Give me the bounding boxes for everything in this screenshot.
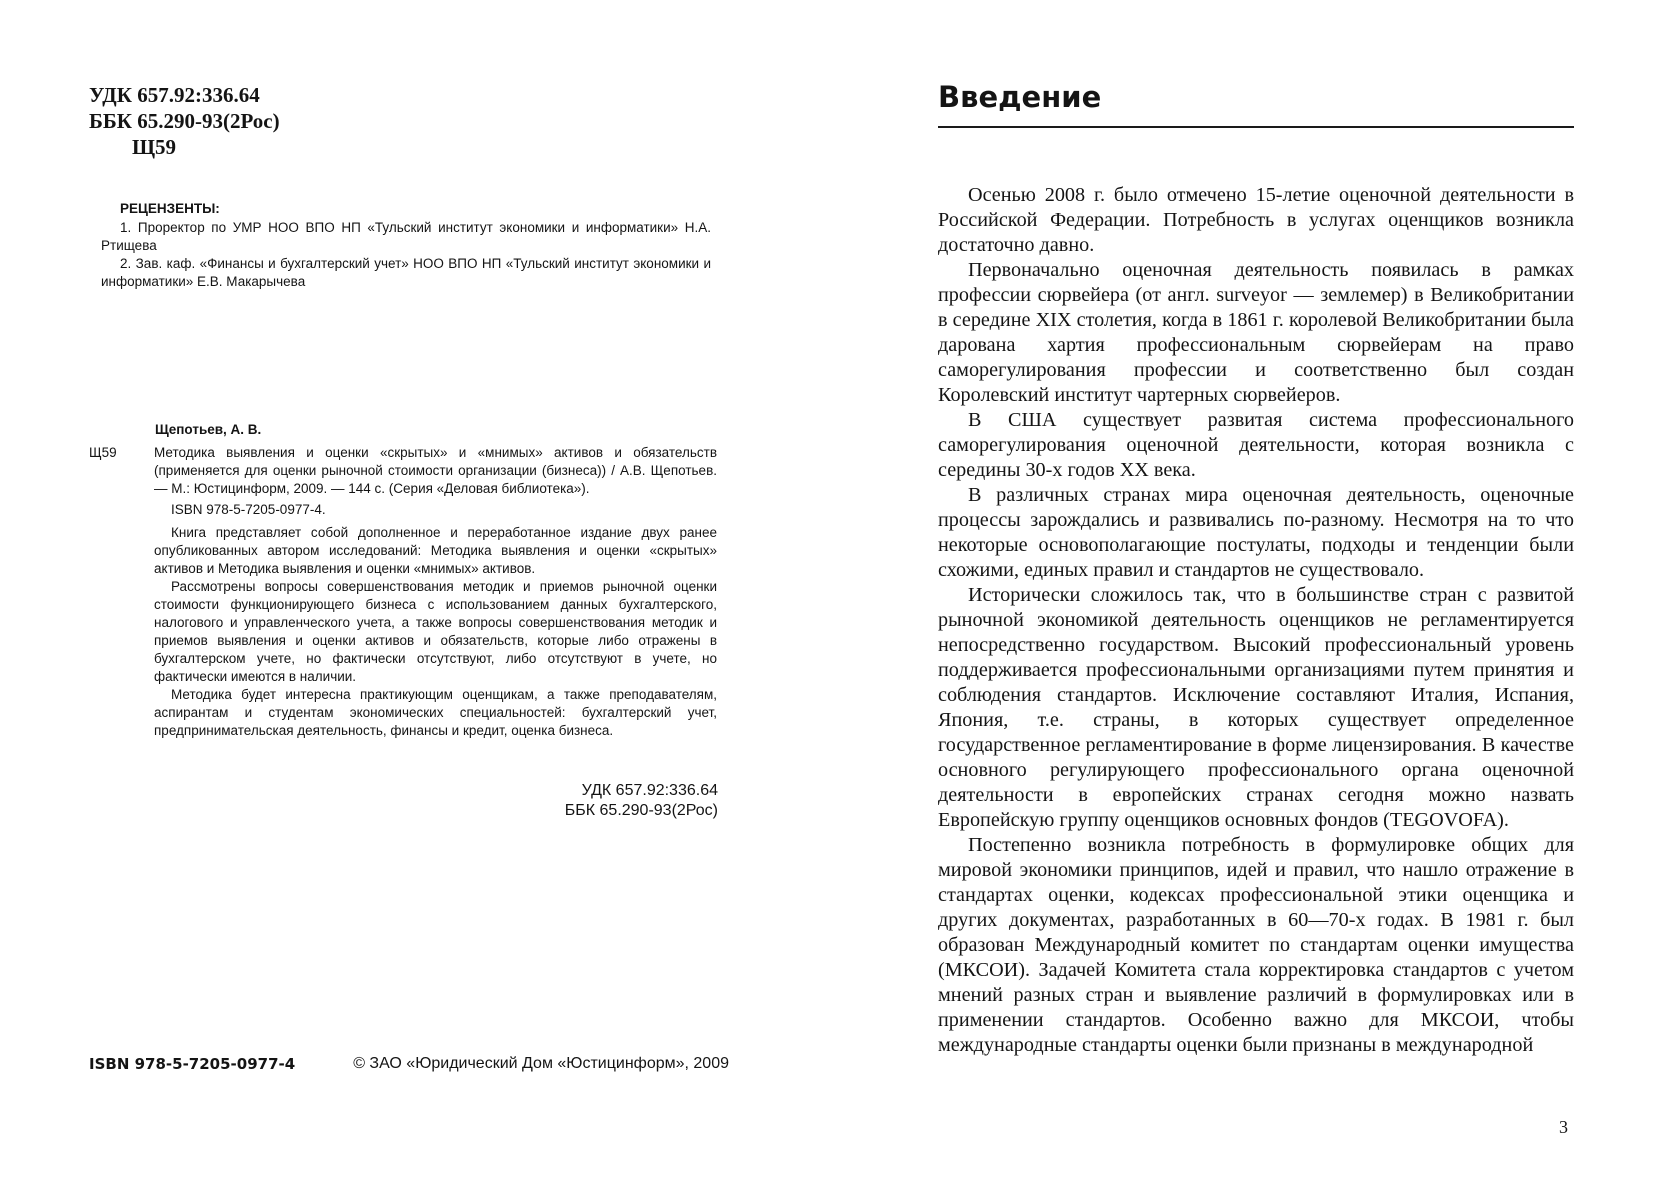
reviewers-block [101,200,711,291]
body-paragraph: Исторически сложилось так, что в большинстве стран с развитой рыночной экономикой деятельность оценщиков не регламентируется непосредственно государством. Высокий профессиональный уровень поддерживается профессиональными организациями путем принятия и соблюдения стандартов. Исключение составляют Италия, Испания, Япония, т.е. страны, в которых существует определенное государственное регламентирование в форме лицензирования. В качестве основного регулирующего профессионального органа оценочной деятельности в европейских странах сегодня можно назвать Европейскую группу оценщиков основных фондов (TEGOVOFA). [938,584,1574,831]
bbk-code-right: ББК 65.290-93(2Рос) [564,802,718,819]
biblio-row [89,444,717,498]
footer-isbn: ISBN 978-5-7205-0977-4 [89,1055,296,1073]
biblio-isbn: ISBN 978-5-7205-0977-4. [171,502,326,517]
chapter-title: Введение [938,80,1102,114]
body-paragraph: В США существует развитая система профессионального саморегулирования оценочной деятельности, которая возникла с середины 30-х годов XX века. [938,409,1574,481]
chapter-body [938,183,1574,1058]
reviewer-item: 2. Зав. каф. «Финансы и бухгалтерский учет» НОО ВПО НП «Тульский институт экономики и информатики» Е.В. Макарычева [101,256,711,289]
body-paragraph: Осенью 2008 г. было отмечено 15-летие оценочной деятельности в Российской Федерации. Потребность в услугах оценщиков возникла достаточно давно. [938,184,1574,256]
annotation-paragraph: Рассмотрены вопросы совершенствования методик и приемов рыночной оценки стоимости функционирующего бизнеса с использованием данных бухгалтерского, налогового и управленческого учета, а также вопросы совершенствования методик и приемов выявления и оценки активов и обязательств, которые либо отражены в бухгалтерском учете, но фактически отсутствуют, либо отсутствуют в учете, но фактически имеются в наличии. [154,579,717,684]
copyright-notice: © ЗАО «Юридический Дом «Юстицинформ», 2009 [353,1055,729,1072]
body-paragraph: Постепенно возникла потребность в формулировке общих для мировой экономики принципов, идей и правил, что нашло отражение в стандартах оценки, кодексах профессиональной этики оценщика и других документах, разработанных в 60—70-х годах. В 1981 г. был образован Международный комитет по стандартам оценки имущества (МКСОИ). Задачей Комитета стала корректировка стандартов с учетом мнений разных стран и выявление различий в формулировках или в применении стандартов. Особенно важно для МКСОИ, чтобы международные стандарты оценки были признаны в международной [938,834,1574,1056]
body-paragraph: В различных странах мира оценочная деятельность, оценочные процессы зарождались и развивались по-разному. Несмотря на то что некоторые основополагающие постулаты, подходы и тенденции были схожими, единых правил и стандартов не существовало. [938,484,1574,581]
bibliographic-record [89,421,717,740]
annotation [89,524,717,740]
classification-block [89,82,280,160]
biblio-code: Щ59 [89,445,117,460]
udc-code: УДК 657.92:336.64 [89,83,260,107]
author-name: Щепотьев, А. В. [155,422,262,437]
annotation-paragraph: Книга представляет собой дополненное и переработанное издание двух ранее опубликованных автором исследований: Методика выявления и оценки «скрытых» активов и Методика выявления и оценки «мнимых» активов. [154,525,717,576]
right-page [827,0,1654,1199]
imprint-footer [89,1054,729,1074]
classification-codes-right [480,781,718,821]
annotation-paragraph: Методика будет интересна практикующим оценщикам, а также преподавателям, аспирантам и студентам экономических специальностей: бухгалтерский учет, предпринимательская деятельность, финансы и кредит, оценка бизнеса. [154,687,717,738]
title-rule [938,126,1574,128]
cutter-code: Щ59 [132,135,177,159]
bbk-code: ББК 65.290-93(2Рос) [89,109,280,133]
body-paragraph: Первоначально оценочная деятельность появилась в рамках профессии сюрвейера (от англ. surveyor — землемер) в Великобритании в середине XIX столетия, когда в 1861 г. королевой Великобритании была дарована хартия профессиональным сюрвейерам на право саморегулирования профессии и соответственно был создан Королевский институт чартерных сюрвейеров. [938,259,1574,406]
biblio-description: Методика выявления и оценки «скрытых» и «мнимых» активов и обязательств (применяется для оценки рыночной стоимости организации (бизнеса)) / А.В. Щепотьев. — М.: Юстицинформ, 2009. — 144 с. (Серия «Деловая библиотека»). [154,445,717,496]
udc-code-right: УДК 657.92:336.64 [581,782,718,799]
reviewer-item: 1. Проректор по УМР НОО ВПО НП «Тульский институт экономики и информатики» Н.А. Ртищева [101,220,711,253]
page-number: 3 [1559,1117,1568,1137]
reviewers-heading: РЕЦЕНЗЕНТЫ: [120,201,220,216]
